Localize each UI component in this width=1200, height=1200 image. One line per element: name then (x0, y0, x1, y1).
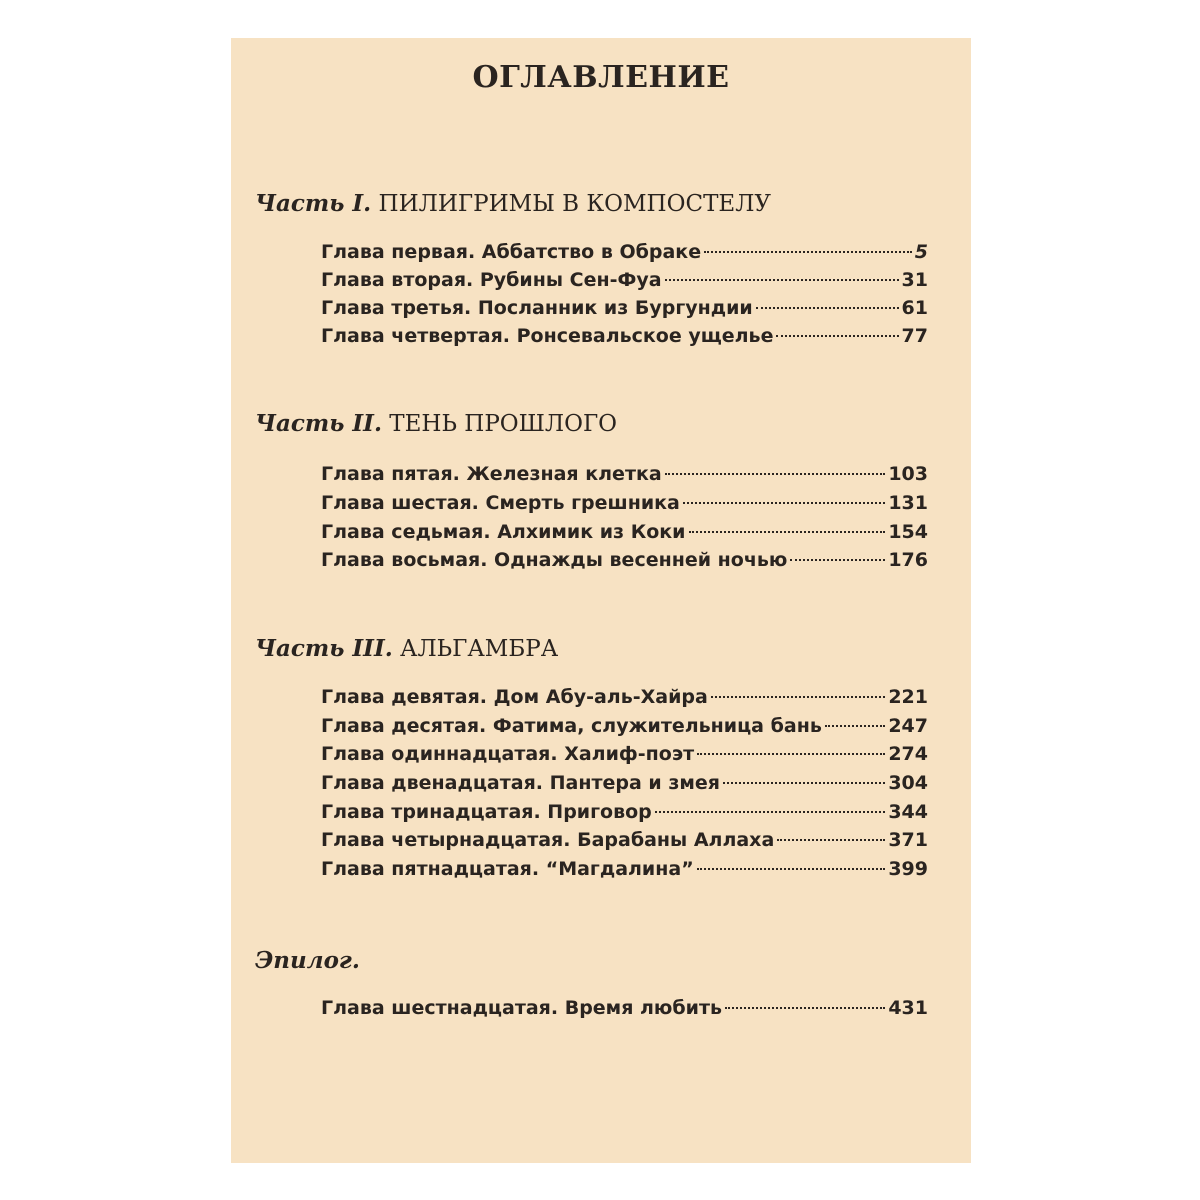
part-label: Часть I. (255, 190, 372, 217)
page-number: 131 (888, 492, 928, 514)
part-heading (255, 947, 360, 974)
dot-leader (825, 725, 885, 727)
toc-entry[interactable] (321, 549, 928, 578)
page-number: 5 (914, 241, 928, 263)
dot-leader (697, 868, 886, 870)
page-number: 221 (888, 686, 928, 708)
part-heading (255, 635, 558, 662)
page-number: 431 (888, 997, 928, 1019)
page-number: 61 (901, 297, 928, 319)
toc-entry[interactable] (321, 269, 928, 298)
part-label: Эпилог. (255, 947, 360, 974)
dot-leader (756, 307, 899, 309)
part-heading (255, 190, 771, 217)
part-title: ПИЛИГРИМЫ В КОМПОСТЕЛУ (378, 191, 772, 217)
page-title: ОГЛАВЛЕНИЕ (472, 60, 730, 95)
chapter-title: Глава пятнадцатая. “Магдалина” (321, 858, 694, 880)
chapter-title: Глава шестая. Смерть грешника (321, 492, 680, 514)
chapter-title: Глава одиннадцатая. Халиф-поэт (321, 743, 695, 765)
page-number: 77 (901, 325, 928, 347)
toc-entry[interactable] (321, 997, 928, 1026)
toc-entry[interactable] (321, 521, 928, 550)
dot-leader (655, 811, 886, 813)
chapter-title: Глава седьмая. Алхимик из Коки (321, 521, 686, 543)
chapter-title: Глава тринадцатая. Приговор (321, 801, 652, 823)
toc-entry[interactable] (321, 829, 928, 858)
toc-entry[interactable] (321, 715, 928, 744)
dot-leader (683, 502, 885, 504)
part-label: Часть III. (255, 635, 393, 662)
chapter-title: Глава шестнадцатая. Время любить (321, 997, 723, 1019)
chapter-title: Глава первая. Аббатство в Обраке (321, 241, 702, 263)
dot-leader (697, 753, 885, 755)
toc-entry[interactable] (321, 241, 928, 270)
dot-leader (725, 1007, 885, 1009)
chapter-title: Глава четвертая. Ронсевальское ущелье (321, 325, 774, 347)
toc-entry[interactable] (321, 325, 928, 354)
chapter-title: Глава девятая. Дом Абу-аль-Хайра (321, 686, 708, 708)
toc-entry[interactable] (321, 686, 928, 715)
page-number: 154 (888, 521, 928, 543)
dot-leader (665, 473, 886, 475)
page-number: 344 (888, 801, 928, 823)
chapter-title: Глава третья. Посланник из Бургундии (321, 297, 753, 319)
toc-entry[interactable] (321, 772, 928, 801)
chapter-title: Глава вторая. Рубины Сен-Фуа (321, 269, 662, 291)
page-number: 304 (888, 772, 928, 794)
part-title: АЛЬГАМБРА (400, 636, 559, 662)
toc-entry[interactable] (321, 463, 928, 492)
chapter-title: Глава десятая. Фатима, служительница бань (321, 715, 822, 737)
dot-leader (665, 279, 899, 281)
dot-leader (689, 531, 886, 533)
part-heading (255, 410, 617, 437)
page-number: 31 (901, 269, 928, 291)
dot-leader (776, 335, 898, 337)
toc-entry[interactable] (321, 743, 928, 772)
page-number: 371 (888, 829, 928, 851)
toc-entry[interactable] (321, 297, 928, 326)
dot-leader (723, 782, 885, 784)
toc-entry[interactable] (321, 801, 928, 830)
toc-entry[interactable] (321, 858, 928, 887)
page-number: 103 (888, 463, 928, 485)
chapter-title: Глава восьмая. Однажды весенней ночью (321, 549, 788, 571)
chapter-title: Глава четырнадцатая. Барабаны Аллаха (321, 829, 775, 851)
page-number: 176 (888, 549, 928, 571)
dot-leader (704, 251, 912, 253)
dot-leader (790, 559, 885, 561)
part-title: ТЕНЬ ПРОШЛОГО (389, 411, 618, 437)
chapter-title: Глава двенадцатая. Пантера и змея (321, 772, 720, 794)
page-number: 247 (888, 715, 928, 737)
toc-page (231, 38, 971, 1163)
toc-entry[interactable] (321, 492, 928, 521)
dot-leader (711, 696, 886, 698)
page-number: 274 (888, 743, 928, 765)
part-label: Часть II. (255, 410, 382, 437)
chapter-title: Глава пятая. Железная клетка (321, 463, 662, 485)
dot-leader (777, 839, 885, 841)
page-number: 399 (888, 858, 928, 880)
